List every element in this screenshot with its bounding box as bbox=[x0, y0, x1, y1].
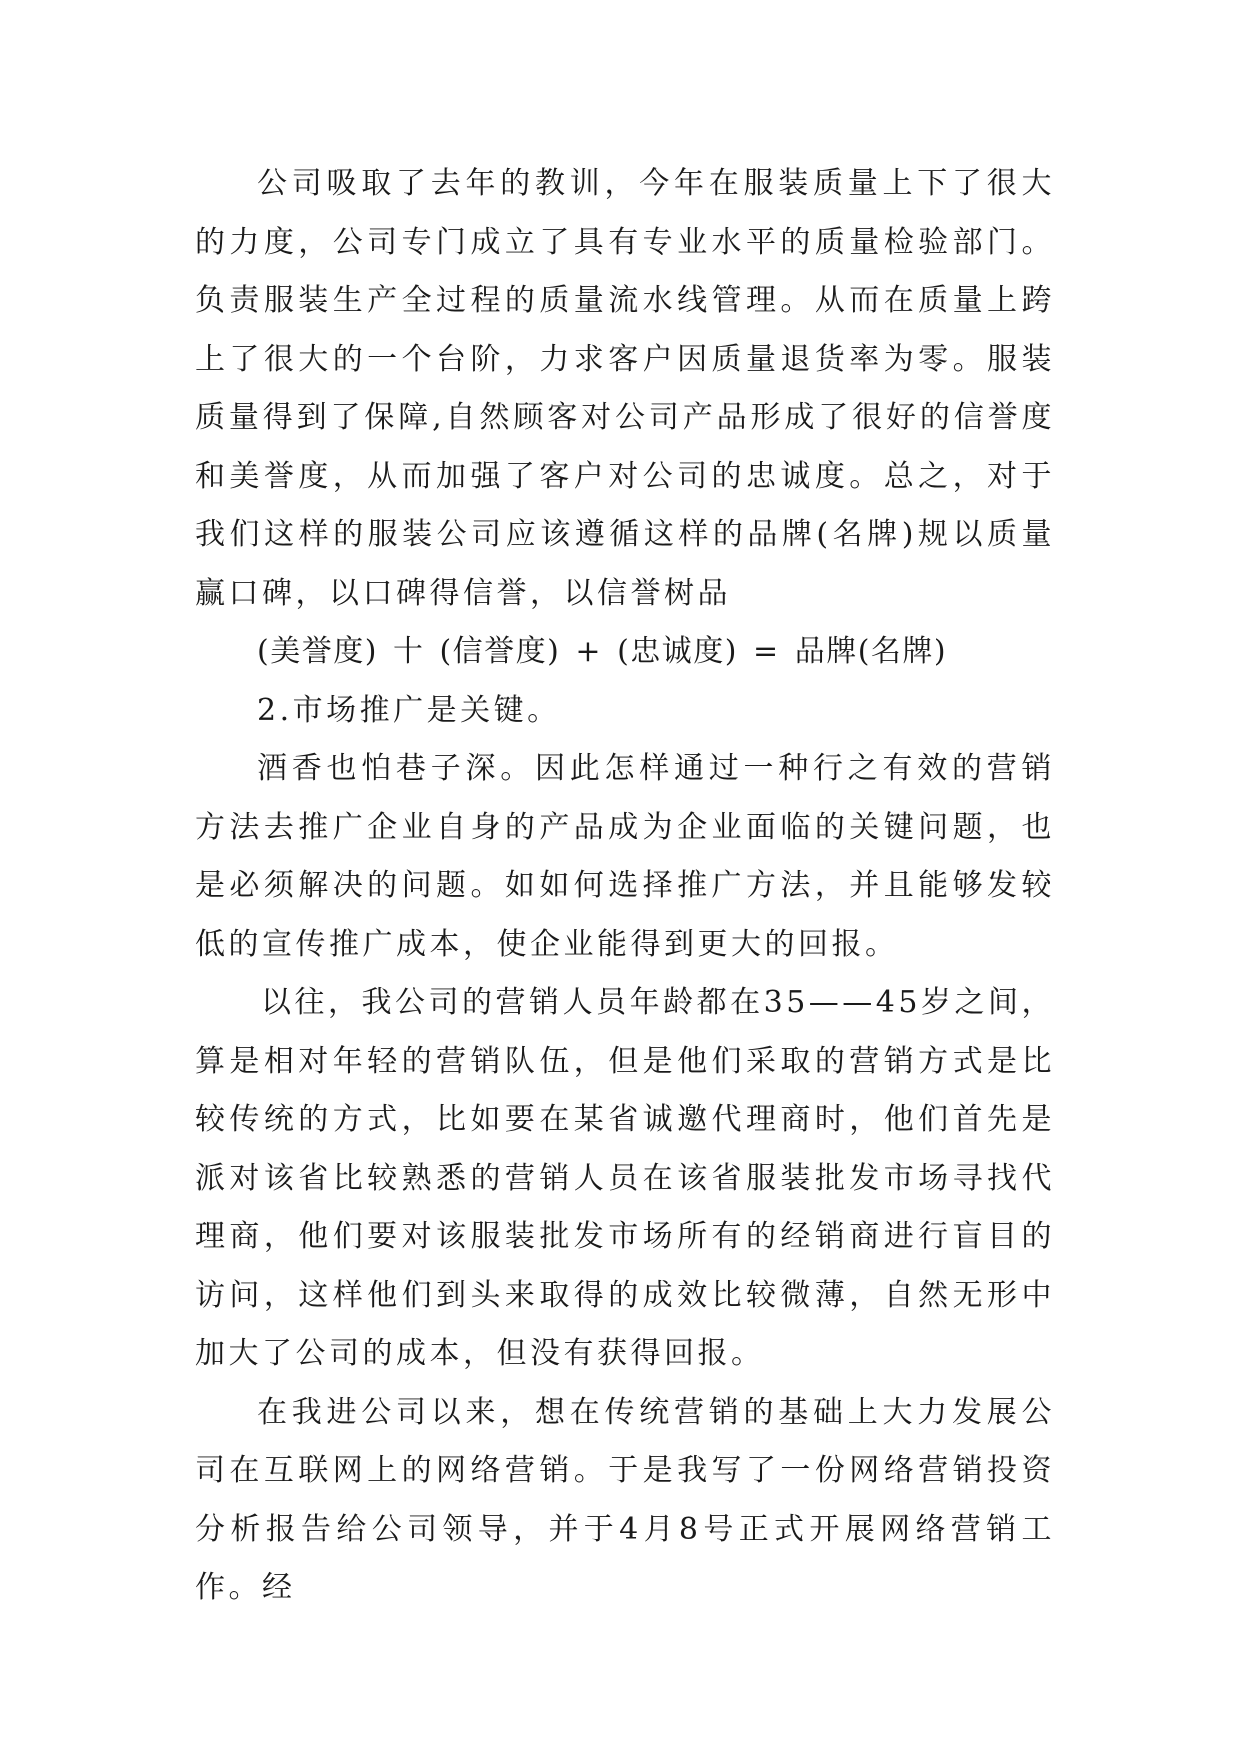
paragraph-online-marketing: 在我进公司以来，想在传统营销的基础上大力发展公司在互联网上的网络营销。于是我写了一份网络营销投资分析报告给公司领导，并于4月8号正式开展网络营销工作。经 bbox=[195, 1394, 1055, 1605]
paragraph-brand-formula: (美誉度) 十 (信誉度) + (忠诚度) = 品牌(名牌) bbox=[257, 634, 948, 669]
section-heading-market-promotion: 2.市场推广是关键。 bbox=[257, 692, 561, 728]
paragraph-promotion-methods: 酒香也怕巷子深。因此怎样通过一种行之有效的营销方法去推广企业自身的产品成为企业面临的关键问题，也是必须解决的问题。如如何选择推广方法，并且能够发较低的宣传推广成本，使企业能得到更大的回报。 bbox=[195, 751, 1055, 962]
document-body bbox=[195, 155, 1055, 1618]
paragraph-traditional-marketing: 以往，我公司的营销人员年龄都在35——45岁之间，算是相对年轻的营销队伍，但是他们采取的营销方式是比较传统的方式，比如要在某省诚邀代理商时，他们首先是派对该省比较熟悉的营销人员在该省服装批发市场寻找代理商，他们要对该服装批发市场所有的经销商进行盲目的访问，这样他们到头来取得的成效比较微薄，自然无形中加大了公司的成本，但没有获得回报。 bbox=[195, 985, 1055, 1371]
paragraph-quality: 公司吸取了去年的教训，今年在服装质量上下了很大的力度，公司专门成立了具有专业水平的质量检验部门。负责服装生产全过程的质量流水线管理。从而在质量上跨上了很大的一个台阶，力求客户因质量退货率为零。服装质量得到了保障,自然顾客对公司产品形成了很好的信誉度和美誉度，从而加强了客户对公司的忠诚度。总之，对于我们这样的服装公司应该遵循这样的品牌(名牌)规以质量赢口碑，以口碑得信誉，以信誉树品 bbox=[195, 166, 1055, 611]
